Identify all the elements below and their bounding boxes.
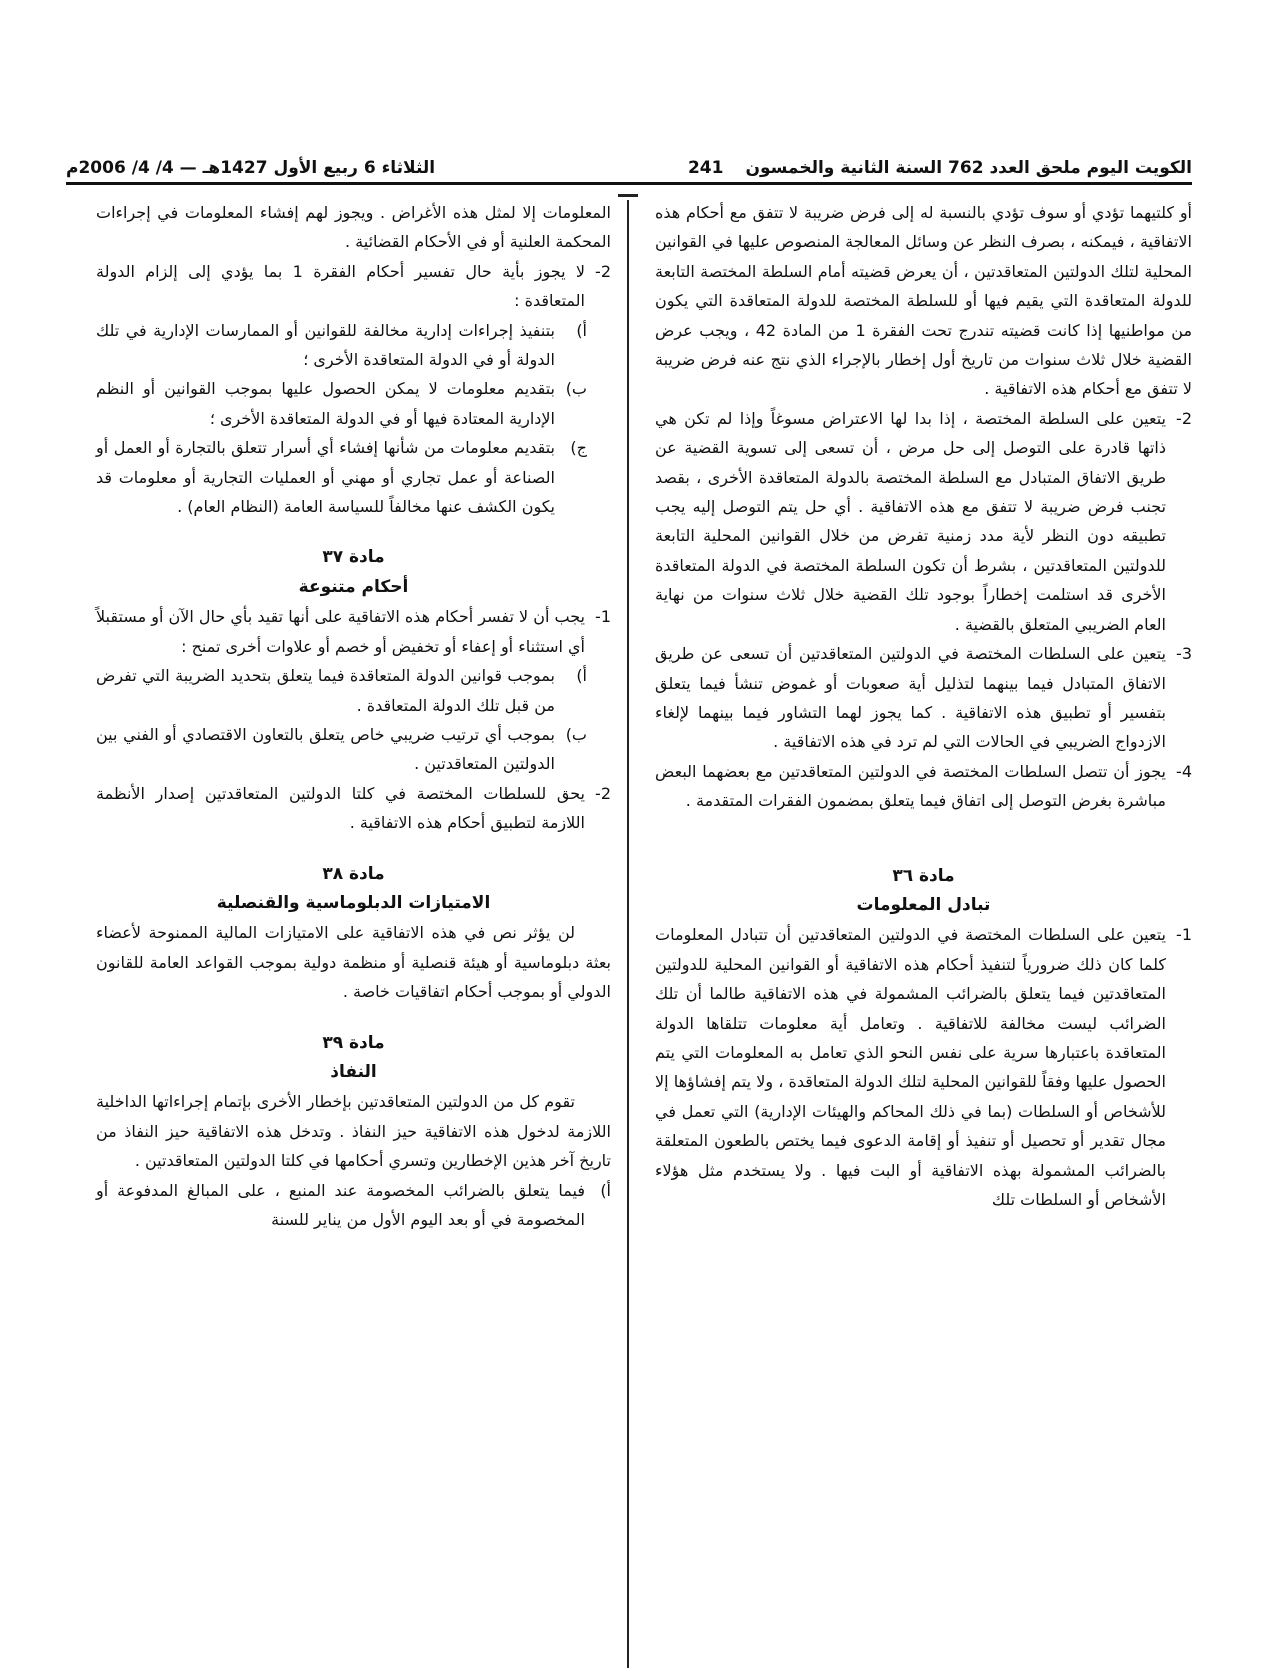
item-number: 4- xyxy=(1176,761,1192,781)
item-text: لا يجوز بأية حال تفسير أحكام الفقرة 1 بما يؤدي إلى إلزام الدولة المتعاقدة : xyxy=(96,261,585,311)
sub-item-text: بتنفيذ إجراءات إدارية مخالفة للقوانين أو الممارسات الإدارية في تلك الدولة أو في الدولة المتعاقدة الأخرى ؛ xyxy=(96,320,555,370)
list-item xyxy=(655,639,1192,757)
sub-item-letter: أ) xyxy=(576,320,587,340)
sub-item-letter: ج) xyxy=(570,438,587,458)
article-paragraph: لن يؤثر نص في هذه الاتفاقية على الامتيازات المالية الممنوحة لأعضاء بعثة دبلوماسية أو هيئة قنصلية أو منظمة دولية بموجب القواعد العامة للقانون الدولي أو بموجب أحكام اتفاقيات خاصة . xyxy=(96,923,611,1002)
header-date: الثلاثاء 6 ربيع الأول 1427هـ — 4/ 4/ 2006م xyxy=(66,158,436,178)
sub-item-letter: ب) xyxy=(565,724,587,744)
page-number: 241 xyxy=(687,158,724,178)
item-number: 2- xyxy=(1176,408,1192,428)
sub-item-text: فيما يتعلق بالضرائب المخصومة عند المنبع ، على المبالغ المدفوعة أو المخصومة في أو بعد اليوم الأول من يناير للسنة xyxy=(96,1180,585,1229)
right-column xyxy=(655,198,1192,1214)
article-title: أحكام متنوعة xyxy=(298,576,409,597)
item-number: 1- xyxy=(1176,925,1192,945)
article-title: النفاذ xyxy=(330,1061,377,1082)
sub-item xyxy=(96,720,611,779)
sub-item-letter: أ) xyxy=(576,666,587,686)
running-header xyxy=(66,158,1192,185)
article-paragraph: تقوم كل من الدولتين المتعاقدتين بإخطار الأخرى بإتمام إجراءاتها الداخلية اللازمة لدخول هذه الاتفاقية حيز النفاذ . وتدخل هذه الاتفاقية حيز النفاذ من تاريخ آخر هذين الإخطارين وتسري أحكامها في كلتا الدولتين المتعاقدتين . xyxy=(96,1092,611,1171)
item-text: يتعين على السلطات المختصة في الدولتين المتعاقدتين أن تسعى عن طريق الاتفاق المتبادل فيما بينهما لتذليل أية صعوبات أو غموض تنشأ فيما يتعلق بتفسير أو تطبيق هذه الاتفاقية . كما يجوز لهما التشاور فيما بينهما لإلغاء الازدواج الضريبي في الحالات التي لم ترد في هذه الاتفاقية . xyxy=(655,644,1166,752)
sub-item xyxy=(96,433,611,521)
article-number: مادة ٣٨ xyxy=(322,863,385,884)
spacer xyxy=(655,816,1192,862)
sub-item-letter: ب) xyxy=(565,379,587,399)
list-item xyxy=(96,257,611,316)
item-number: 2- xyxy=(595,783,611,803)
article-title: تبادل المعلومات xyxy=(856,894,991,915)
header-right xyxy=(688,158,1192,178)
sub-item xyxy=(96,661,611,720)
sub-item xyxy=(96,1176,611,1235)
item-number: 2- xyxy=(595,261,611,281)
sub-item-text: بتقديم معلومات لا يمكن الحصول عليها بموجب القوانين أو النظم الإدارية المعتادة فيها أو في الدولة المتعاقدة الأخرى ؛ xyxy=(96,379,555,428)
paragraph-continuation: أو كلتيهما تؤدي أو سوف تؤدي بالنسبة له إلى فرض ضريبة لا تتفق مع أحكام هذه الاتفاقية ، فيمكنه ، بصرف النظر عن وسائل المعالجة المنصوص عليها في القوانين المحلية لتلك الدولتين المتعاقدتين ، أن يعرض قضيته أمام السلطة المختصة التابعة للدولة المتعاقدة التي يقيم فيها أو للسلطة المختصة للدولة المتعاقدة التي يكون من مواطنيها إذا كانت قضيته تندرج تحت الفقرة 1 من المادة 42 ، ويجب عرض القضية خلال ثلاث سنوات من تاريخ أول إخطار بالإجراء الذي نتج عنه فرض ضريبة لا تتفق مع أحكام هذه الاتفاقية . xyxy=(655,203,1193,399)
article-number: مادة ٣٦ xyxy=(892,865,955,886)
sub-item-text: بموجب قوانين الدولة المتعاقدة فيما يتعلق بتحديد الضريبة التي تفرض من قبل تلك الدولة المتعاقدة . xyxy=(96,666,555,715)
sub-item-text: بموجب أي ترتيب ضريبي خاص يتعلق بالتعاون الاقتصادي أو الفني بين الدولتين المتعاقدتين . xyxy=(96,724,555,774)
list-item xyxy=(655,757,1192,816)
sub-item-letter: أ) xyxy=(600,1180,611,1200)
article-title: الامتيازات الدبلوماسية والقنصلية xyxy=(216,892,491,913)
item-text: يتعين على السلطة المختصة ، إذا بدا لها الاعتراض مسوغاً وإذا لم تكن هي ذاتها قادرة على التوصل إلى حل مرض ، أن تسعى إلى تسوية القضية عن طريق الاتفاق المتبادل مع السلطة المختصة بالدولة المتعاقدة الأخرى ، بقصد تجنب فرض ضريبة لا تتفق مع هذه الاتفاقية . أي حل يتم التوصل إليه يجب تطبيقه دون النظر لأية مدد زمنية تفرض من خلال القوانين المحلية التابعة للدولتين المتعاقدتين ، بشرط أن تكون السلطة المختصة في الدولة المتعاقدة الأخرى قد استلمت إخطاراً بوجود تلك القضية خلال ثلاث سنوات من نهاية العام الضريبي المتعلق بالقضية . xyxy=(655,408,1166,634)
article-number: مادة ٣٩ xyxy=(322,1032,385,1053)
item-number: 3- xyxy=(1176,644,1192,664)
list-item xyxy=(96,779,611,838)
sub-item-text: بتقديم معلومات من شأنها إفشاء أي أسرار تتعلق بالتجارة أو العمل أو الصناعة أو عمل تجاري أو مهني أو العمليات التجارية أو معلومات قد يكون الكشف عنها مخالفاً للسياسة العامة (النظام العام) . xyxy=(96,438,555,517)
spacer xyxy=(96,838,611,860)
spacer xyxy=(96,1007,611,1029)
item-number: 1- xyxy=(595,607,611,627)
item-text: يجب أن لا تفسر أحكام هذه الاتفاقية على أنها تقيد بأي حال الآن أو مستقبلاً أي استثناء أو إعفاء أو تخفيض أو خصم أو علاوات أخرى تمنح : xyxy=(96,607,585,656)
item-text: يتعين على السلطات المختصة في الدولتين المتعاقدتين أن تتبادل المعلومات كلما كان ذلك ضرورياً لتنفيذ أحكام هذه الاتفاقية أو القوانين المحلية للدولتين المتعاقدتين فيما يتعلق بالضرائب المشمولة في هذه الاتفاقية طالما أن تلك الضرائب ليست مخالفة للاتفاقية . وتعامل أية معلومات تتلقاها الدولة المتعاقدة باعتبارها سرية على نفس النحو الذي تعامل به المعلومات التي يتم الحصول عليها وفقاً للقوانين المحلية لتلك الدولة المتعاقدة ، ولا يتم إفشاؤها إلا للأشخاص أو السلطات (بما في ذلك المحاكم والهيئات الإدارية) التي تعمل في مجال تقدير أو تحصيل أو تنفيذ أو إقامة الدعوى فيما يختص بالطعون المتعلقة بالضرائب المشمولة بهذه الاتفاقية أو البت فيها . ولا يستخدم مثل هؤلاء الأشخاص أو السلطات تلك xyxy=(655,925,1166,1209)
column-divider xyxy=(627,200,629,1668)
list-item xyxy=(96,602,611,661)
list-item xyxy=(655,920,1192,1214)
item-text: يجوز أن تتصل السلطات المختصة في الدولتين المتعاقدتين مع بعضهما البعض مباشرة بغرض التوصل إلى اتفاق فيما يتعلق بمضمون الفقرات المتقدمة . xyxy=(655,761,1166,811)
sub-item xyxy=(96,374,611,433)
column-rule-cap xyxy=(618,194,638,197)
left-column xyxy=(96,198,611,1234)
sub-item xyxy=(96,316,611,375)
item-text: يحق للسلطات المختصة في كلتا الدولتين المتعاقدتين إصدار الأنظمة اللازمة لتطبيق أحكام هذه الاتفاقية . xyxy=(96,783,585,833)
spacer xyxy=(96,521,611,543)
paragraph-continuation: المعلومات إلا لمثل هذه الأغراض . ويجوز لهم إفشاء المعلومات في إجراءات المحكمة العلنية أو في الأحكام القضائية . xyxy=(96,203,611,252)
article-number: مادة ٣٧ xyxy=(322,547,385,568)
list-item xyxy=(655,404,1192,639)
header-title: الكويت اليوم ملحق العدد 762 السنة الثانية والخمسون xyxy=(745,158,1192,178)
